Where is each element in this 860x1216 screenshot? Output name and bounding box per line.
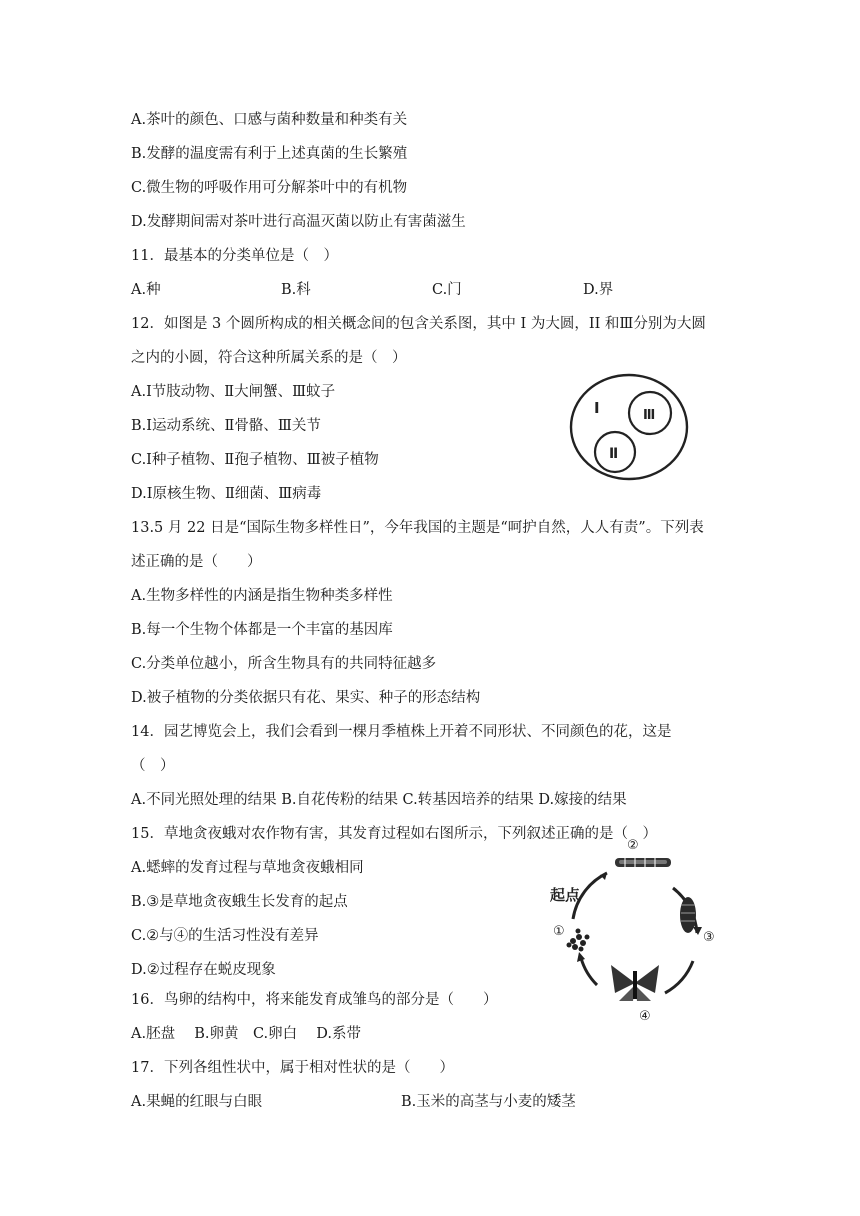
q13-option-c: C.分类单位越小，所含生物具有的共同特征越多	[131, 656, 437, 672]
q15-stem: 15．草地贪夜蛾对农作物有害，其发育过程如右图所示，下列叙述正确的是（ ）	[131, 826, 657, 842]
q10-option-c: C.微生物的呼吸作用可分解茶叶中的有机物	[131, 180, 408, 196]
moth-icon	[611, 965, 659, 1001]
q11-stem: 11．最基本的分类单位是（ ）	[131, 248, 338, 264]
arrowhead-2	[693, 927, 702, 935]
q10-option-b: B.发酵的温度需有利于上述真菌的生长繁殖	[131, 146, 408, 162]
q13-option-b: B.每一个生物个体都是一个丰富的基因库	[131, 622, 393, 638]
big-circle	[571, 375, 687, 479]
stage-3-label: ③	[703, 930, 715, 945]
q14-stem-line1: 14．园艺博览会上，我们会看到一棵月季植株上开着不同形状、不同颜色的花，这是	[131, 724, 672, 740]
label-ii: Ⅱ	[609, 446, 619, 462]
q12-option-b: B.Ⅰ运动系统、Ⅱ骨骼、Ⅲ关节	[131, 418, 321, 434]
q15-option-c: C.②与④的生活习性没有差异	[131, 928, 319, 944]
q13-stem-line1: 13.5 月 22 日是“国际生物多样性日”，今年我国的主题是“呵护自然，人人有责”。下列表	[131, 520, 704, 536]
q11-option-c: C.门	[432, 282, 462, 298]
q14-options: A.不同光照处理的结果 B.自花传粉的结果 C.转基因培养的结果 D.嫁接的结果	[131, 792, 627, 808]
start-label: 起点	[550, 886, 581, 904]
q15-option-b: B.③是草地贪夜蛾生长发育的起点	[131, 894, 348, 910]
q12-stem-line2: 之内的小圆，符合这种所属关系的是（ ）	[131, 350, 407, 366]
q13-option-a: A.生物多样性的内涵是指生物种类多样性	[131, 588, 393, 604]
q12-stem-line1: 12．如图是 3 个圆所构成的相关概念间的包含关系图，其中 I 为大圆，II 和Ⅲ分别为大圆	[131, 316, 706, 332]
stage-2-label: ②	[627, 838, 639, 853]
q15-life-cycle-figure	[545, 833, 725, 1023]
stage-1-label: ①	[553, 924, 565, 939]
label-iii: Ⅲ	[643, 408, 656, 423]
q12-circles-figure	[565, 370, 695, 485]
q12-option-d: D.Ⅰ原核生物、Ⅱ细菌、Ⅲ病毒	[131, 486, 322, 502]
cycle-arc-4	[581, 958, 597, 985]
q15-option-d: D.②过程存在蜕皮现象	[131, 962, 276, 978]
arrowhead-4	[577, 952, 585, 962]
larva-icon	[615, 858, 671, 867]
q10-option-d: D.发酵期间需对茶叶进行高温灭菌以防止有害菌滋生	[131, 214, 466, 230]
label-i: Ⅰ	[594, 399, 600, 417]
q12-option-a: A.Ⅰ节肢动物、Ⅱ大闸蟹、Ⅲ蚊子	[131, 384, 336, 400]
q17-option-b: B.玉米的高茎与小麦的矮茎	[401, 1094, 576, 1110]
pupa-icon	[680, 897, 696, 933]
q13-stem-line2: 述正确的是（ ）	[131, 554, 262, 570]
q11-option-b: B.科	[281, 282, 311, 298]
q14-stem-line2: （ ）	[131, 758, 175, 774]
q11-option-a: A.种	[131, 282, 161, 298]
q15-option-a: A.蟋蟀的发育过程与草地贪夜蛾相同	[131, 860, 364, 876]
cycle-arc-3	[665, 961, 693, 993]
q13-option-d: D.被子植物的分类依据只有花、果实、种子的形态结构	[131, 690, 481, 706]
q12-option-c: C.Ⅰ种子植物、Ⅱ孢子植物、Ⅲ被子植物	[131, 452, 379, 468]
q17-stem: 17．下列各组性状中，属于相对性状的是（ ）	[131, 1060, 454, 1076]
eggs-icon	[567, 929, 590, 952]
stage-4-label: ④	[639, 1009, 651, 1023]
q17-option-a: A.果蝇的红眼与白眼	[131, 1094, 263, 1110]
q16-options: A.胚盘 B.卵黄 C.卵白 D.系带	[131, 1026, 361, 1042]
q10-option-a: A.茶叶的颜色、口感与菌种数量和种类有关	[131, 112, 408, 128]
q16-stem: 16．鸟卵的结构中，将来能发育成雏鸟的部分是（ ）	[131, 992, 498, 1008]
q11-option-d: D.界	[583, 282, 614, 298]
